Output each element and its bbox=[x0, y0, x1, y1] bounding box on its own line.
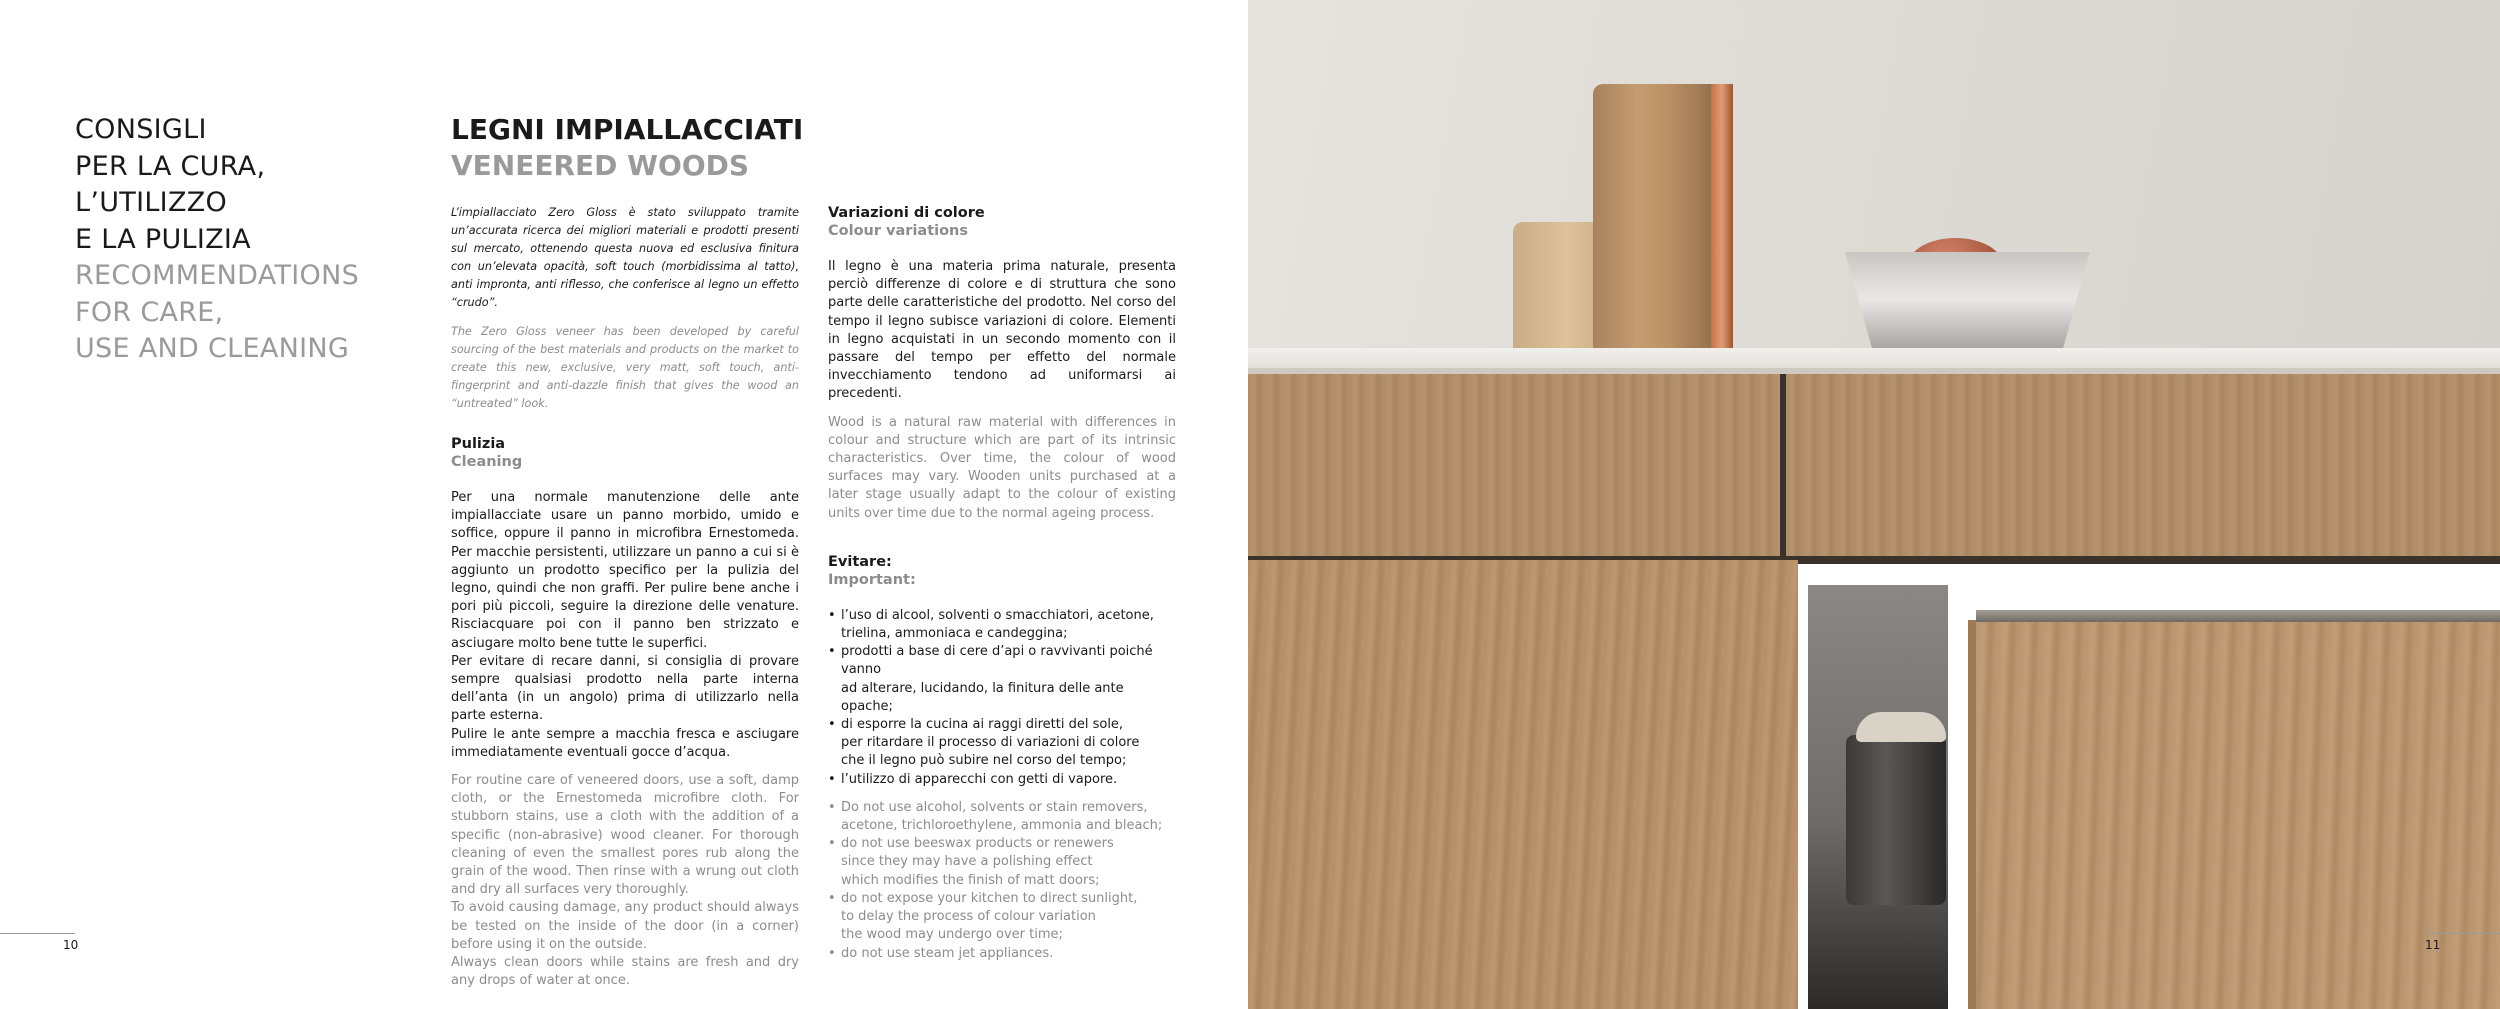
page-number-left: 10 bbox=[63, 938, 79, 952]
list-item: • Do not use alcohol, solvents or stain removers, acetone, trichloroethylene, ammonia and bleach; bbox=[828, 799, 1176, 835]
colour-title-en: Colour variations bbox=[828, 223, 969, 239]
colour-body-en: Wood is a natural raw material with differences in colour and structure which are part of its intrinsic characteristics. Over time, the colour of wood surfaces may vary. Wooden units purchased at a later stage usually adapt to the colour of existing units over time due to the normal ageing process. bbox=[828, 414, 1176, 521]
photo-drawer-left bbox=[1248, 374, 1780, 556]
list-item: • do not expose your kitchen to direct sunlight, to delay the process of colour variation the wood may undergo over time; bbox=[828, 890, 1176, 945]
avoid-title-it: Evitare: bbox=[828, 553, 892, 570]
list-item: • l’utilizzo di apparecchi con getti di vapore. bbox=[828, 771, 1176, 789]
colour-section bbox=[828, 204, 1176, 523]
heading-en: VENEERED WOODS bbox=[451, 149, 750, 182]
paragraph: For routine care of veneered doors, use a soft, damp cloth, or the Ernestomeda microfibre cloth. For stubborn stains, use a cloth with the addition of a specific (non-abrasive) wood cleaner. For thorough cleaning of even the smallest pores rub along the grain of the wood. Then rinse with a wrung out cloth and dry all surfaces very thoroughly. bbox=[451, 773, 799, 898]
left-page bbox=[0, 0, 1248, 1009]
heading-it: LEGNI IMPIALLACCIATI bbox=[451, 113, 804, 146]
section-title-it-line: CONSIGLI bbox=[75, 114, 207, 145]
page-number-right: 11 bbox=[2425, 938, 2441, 952]
photo-open-door bbox=[1968, 620, 2500, 1009]
intro-en: The Zero Gloss veneer has been developed by careful sourcing of the best materials and products on the market to create this new, exclusive, very matt, soft touch, anti-fingerprint and anti-dazzle finish that gives the wood an “untreated” look. bbox=[451, 325, 799, 410]
photo-wood-cylinder-tall bbox=[1593, 84, 1723, 356]
colour-title-it: Variazioni di colore bbox=[828, 205, 985, 221]
list-item: • di esporre la cucina ai raggi diretti del sole, per ritardare il processo di variazioni di colore che il legno può subire nel corso del tempo; bbox=[828, 716, 1176, 771]
section-title-it-line: E LA PULIZIA bbox=[75, 223, 251, 255]
avoid-list-it bbox=[828, 607, 1176, 789]
paragraph: Per evitare di recare danni, si consiglia di provare sempre qualsiasi prodotto nella parte interna dell’anta (in un angolo) prima di utilizzarlo nella parte esterna. bbox=[451, 653, 799, 724]
footer-rule-right bbox=[2426, 933, 2500, 934]
column-right bbox=[828, 204, 1176, 963]
avoid-section bbox=[828, 553, 1176, 963]
paragraph: Pulire le ante sempre a macchia fresca e asciugare immediatamente eventuali gocce d’acqua. bbox=[451, 726, 799, 760]
cleaning-title-it: Pulizia bbox=[451, 436, 506, 452]
section-title-it-line: L’UTILIZZO bbox=[75, 187, 228, 218]
paragraph: Always clean doors while stains are fresh and dry any drops of water at once. bbox=[451, 955, 799, 989]
cleaning-section bbox=[451, 435, 799, 990]
section-title-en-line: USE AND CLEANING bbox=[75, 333, 350, 364]
footer-rule-left bbox=[0, 933, 75, 934]
colour-body-it: Il legno è una materia prima naturale, presenta perciò differenze di colore e di struttura che sono parte delle caratteristiche del prodotto. Nel corso del tempo il legno subisce variazioni di colore. Elementi in legno acquistati in un secondo momento con il passare del tempo per effetto del normale invecchiamento tendono ad uniformarsi ai precedenti. bbox=[828, 259, 1176, 402]
paragraph: To avoid causing damage, any product should always be tested on the inside of the door (in a corner) before using it on the outside. bbox=[451, 900, 799, 952]
photo-door-left bbox=[1248, 560, 1798, 1009]
page-heading bbox=[451, 112, 803, 184]
column-left bbox=[451, 204, 799, 990]
list-item: • do not use beeswax products or renewers since they may have a polishing effect which modifies the finish of matt doors; bbox=[828, 835, 1176, 890]
photo-pot bbox=[1846, 735, 1946, 905]
intro-it: L’impiallacciato Zero Gloss è stato sviluppato tramite un’accurata ricerca dei migliori materiali e prodotti presenti sul mercato, ottenendo questa nuova ed esclusiva finitura con un’elevata opacità, soft touch (morbidissima al tatto), anti impronta, anti riflesso, che conferisce al legno un effetto “crudo”. bbox=[451, 206, 799, 309]
list-item: • l’uso di alcool, solventi o smacchiatori, acetone, trielina, ammoniaca e candeggina; bbox=[828, 607, 1176, 643]
photo-drawer-right bbox=[1786, 374, 2500, 556]
photo-steel-bowl bbox=[1845, 252, 2090, 357]
cleaning-body-en bbox=[451, 772, 799, 990]
section-title bbox=[75, 112, 405, 368]
section-title-en-line: RECOMMENDATIONS bbox=[75, 260, 360, 291]
section-title-en-line: FOR CARE, bbox=[75, 296, 224, 328]
avoid-list-en bbox=[828, 799, 1176, 963]
paragraph: Per una normale manutenzione delle ante impiallacciate usare un panno morbido, umido e soffice, oppure il panno in microfibra Ernestomeda. Per macchie persistenti, utilizzare un panno a cui si è aggiunto un prodotto specifico per la pulizia del legno, quindi che non graffi. Per pulire bene anche i pori più piccoli, seguire la direzione delle venature. Risciacquare poi con il panno ben strizzato e asciugare molto bene tutte le superfici. bbox=[451, 490, 799, 651]
cleaning-body-it bbox=[451, 489, 799, 762]
list-item: • do not use steam jet appliances. bbox=[828, 945, 1176, 963]
list-item: • prodotti a base di cere d’api o ravvivanti poiché vanno ad alterare, lucidando, la finitura delle ante opache; bbox=[828, 643, 1176, 716]
kitchen-photo bbox=[1248, 0, 2500, 1009]
photo-copper-strip bbox=[1711, 84, 1733, 356]
photo-countertop bbox=[1248, 348, 2500, 368]
cleaning-title-en: Cleaning bbox=[451, 454, 523, 470]
section-title-it-line: PER LA CURA, bbox=[75, 150, 266, 182]
photo-pot-lid bbox=[1856, 712, 1946, 742]
photo-door-handle bbox=[1976, 610, 2500, 622]
avoid-title-en: Important: bbox=[828, 571, 916, 588]
